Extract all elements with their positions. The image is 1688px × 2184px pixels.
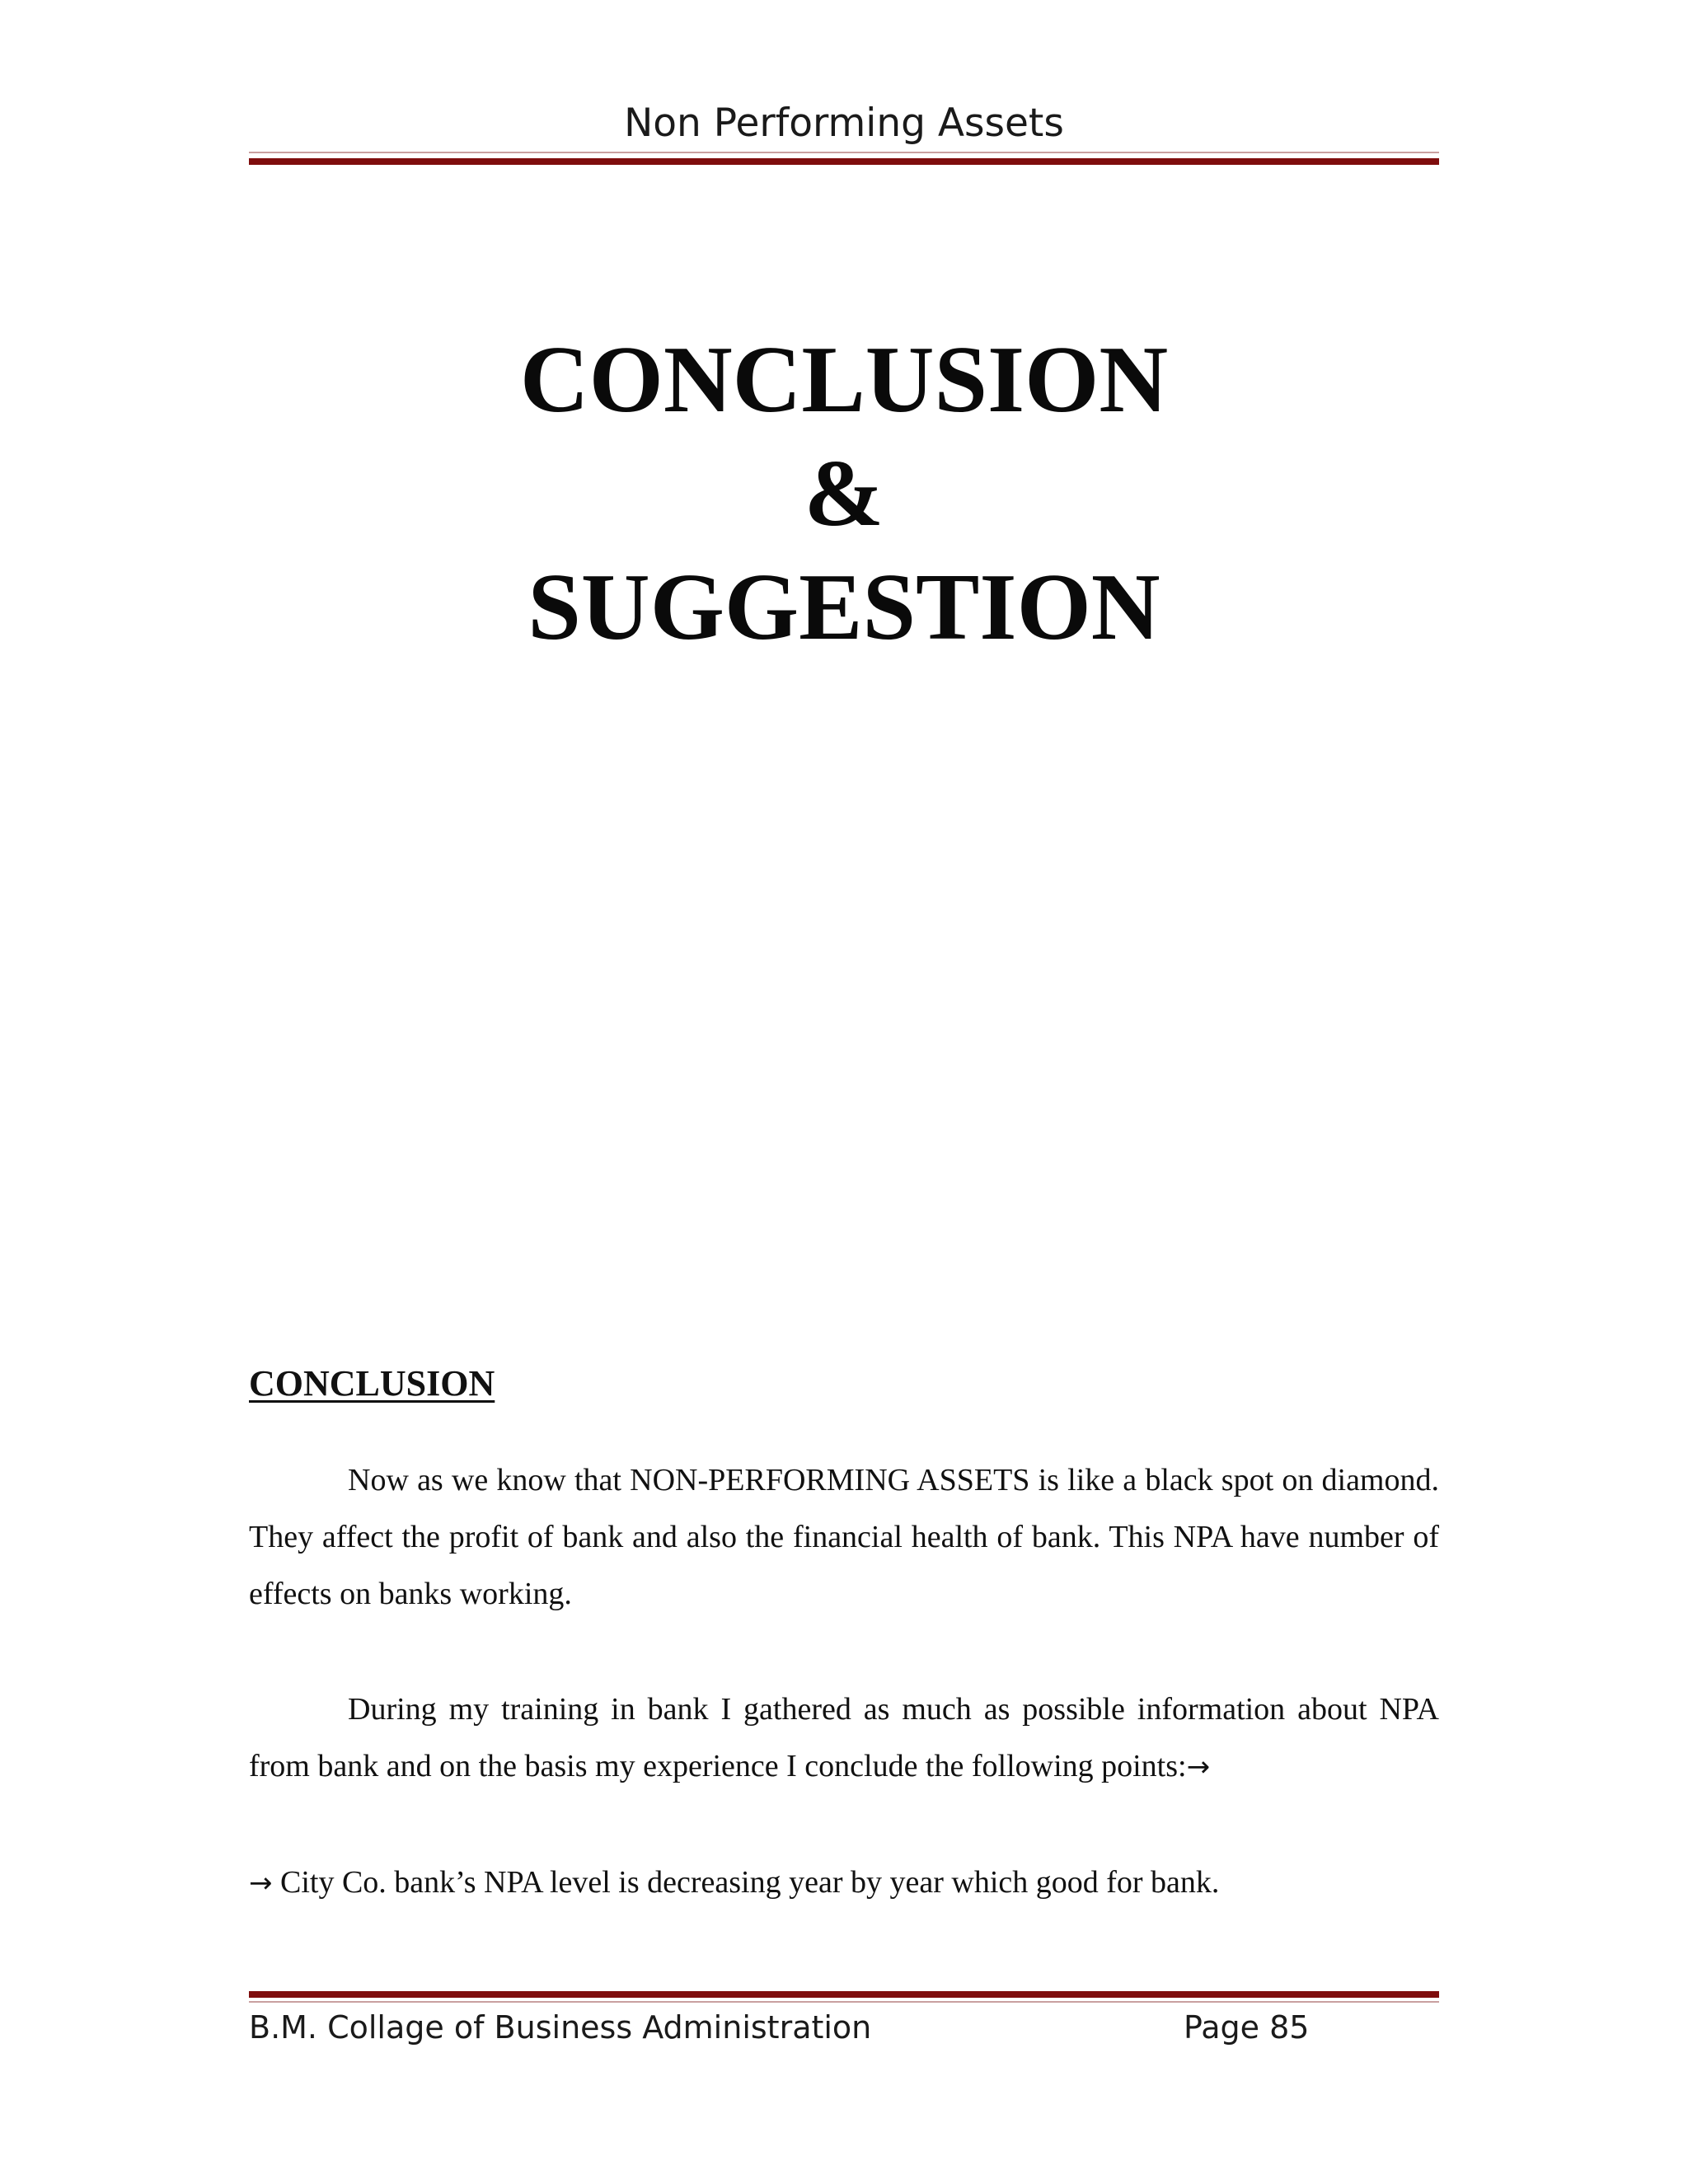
chapter-title bbox=[249, 323, 1439, 664]
header-rule-thin bbox=[249, 152, 1439, 153]
chapter-title-line-1: CONCLUSION bbox=[519, 327, 1169, 433]
chapter-title-ampersand: & bbox=[804, 441, 884, 546]
conclusion-paragraph-2-text: During my training in bank I gathered as much as possible information about NPA from bank and on the basis my experience I conclude the following points: bbox=[249, 1692, 1439, 1783]
conclusion-paragraph-1 bbox=[249, 1452, 1439, 1623]
conclusion-heading: CONCLUSION bbox=[249, 1363, 495, 1404]
conclusion-point-1 bbox=[249, 1854, 1219, 1912]
page-header-title: Non Performing Assets bbox=[624, 101, 1064, 146]
right-arrow-icon: → bbox=[1186, 1750, 1211, 1783]
chapter-title-line-2: SUGGESTION bbox=[528, 555, 1160, 660]
conclusion-paragraph-1-text: Now as we know that NON-PERFORMING ASSETS is like a black spot on diamond. They affect the profit of bank and also the financial health of bank. This NPA have number of effects on banks working. bbox=[249, 1463, 1439, 1611]
footer-page-number: Page 85 bbox=[1184, 2009, 1310, 2046]
conclusion-paragraph-2 bbox=[249, 1681, 1439, 1796]
right-arrow-icon: → bbox=[249, 1867, 273, 1900]
footer-institution: B.M. Collage of Business Administration bbox=[249, 2009, 872, 2046]
header-rule-thick bbox=[249, 158, 1439, 165]
conclusion-point-1-text: City Co. bank’s NPA level is decreasing year by year which good for bank. bbox=[280, 1865, 1220, 1900]
footer-rule-thick bbox=[249, 1991, 1439, 1998]
